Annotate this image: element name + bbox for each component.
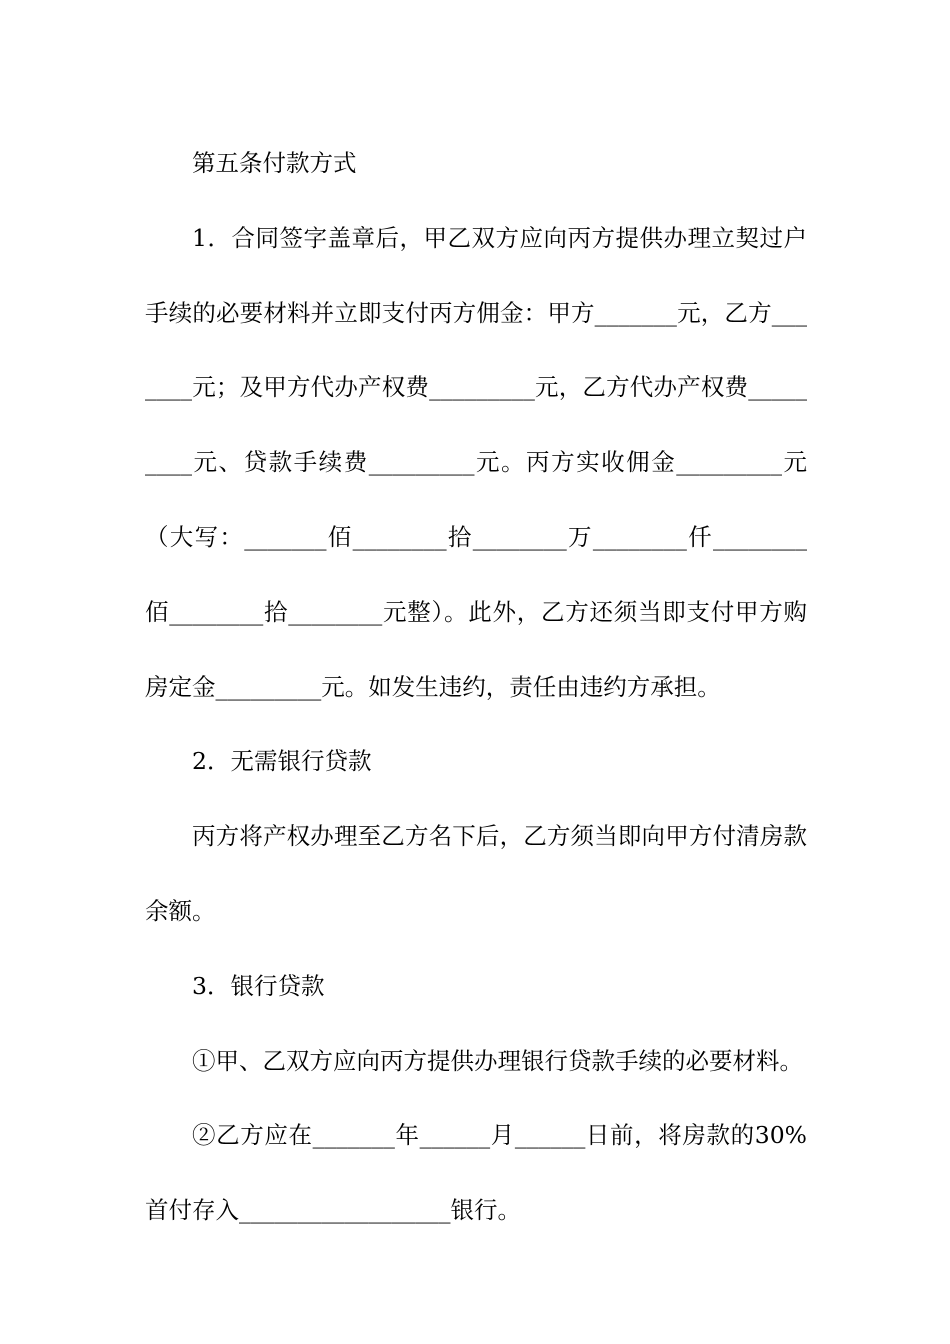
clause-item-3-sub-1: ①甲、乙双方应向丙方提供办理银行贷款手续的必要材料。 — [192, 1046, 803, 1075]
article-heading: 第五条付款方式 — [192, 149, 357, 177]
clause-item-1: 1．合同签字盖章后，甲乙双方应向丙方提供办理立契过户手续的必要材料并立即支付丙方佣金：甲方_______元，乙方_______元；及甲方代办产权费_________元，乙方代办产权费_________元、贷款手续费_________元。丙方实收佣金_________元（大写：_______佰________拾________万________仟________佰________拾________元整）。此外，乙方还须当即支付甲方购房定金_________元。如发生违约，责任由违约方承担。 — [145, 223, 807, 701]
clause-item-3-heading: 3．银行贷款 — [192, 971, 325, 1000]
document-body — [145, 126, 807, 1248]
clause-item-2-body: 丙方将产权办理至乙方名下后，乙方须当即向甲方付清房款余额。 — [145, 822, 807, 925]
clause-item-3-sub-2: ②乙方应在_______年______月______日前，将房款的30%首付存入__________________银行。 — [145, 1121, 807, 1225]
clause-item-2-heading: 2．无需银行贷款 — [192, 747, 372, 776]
